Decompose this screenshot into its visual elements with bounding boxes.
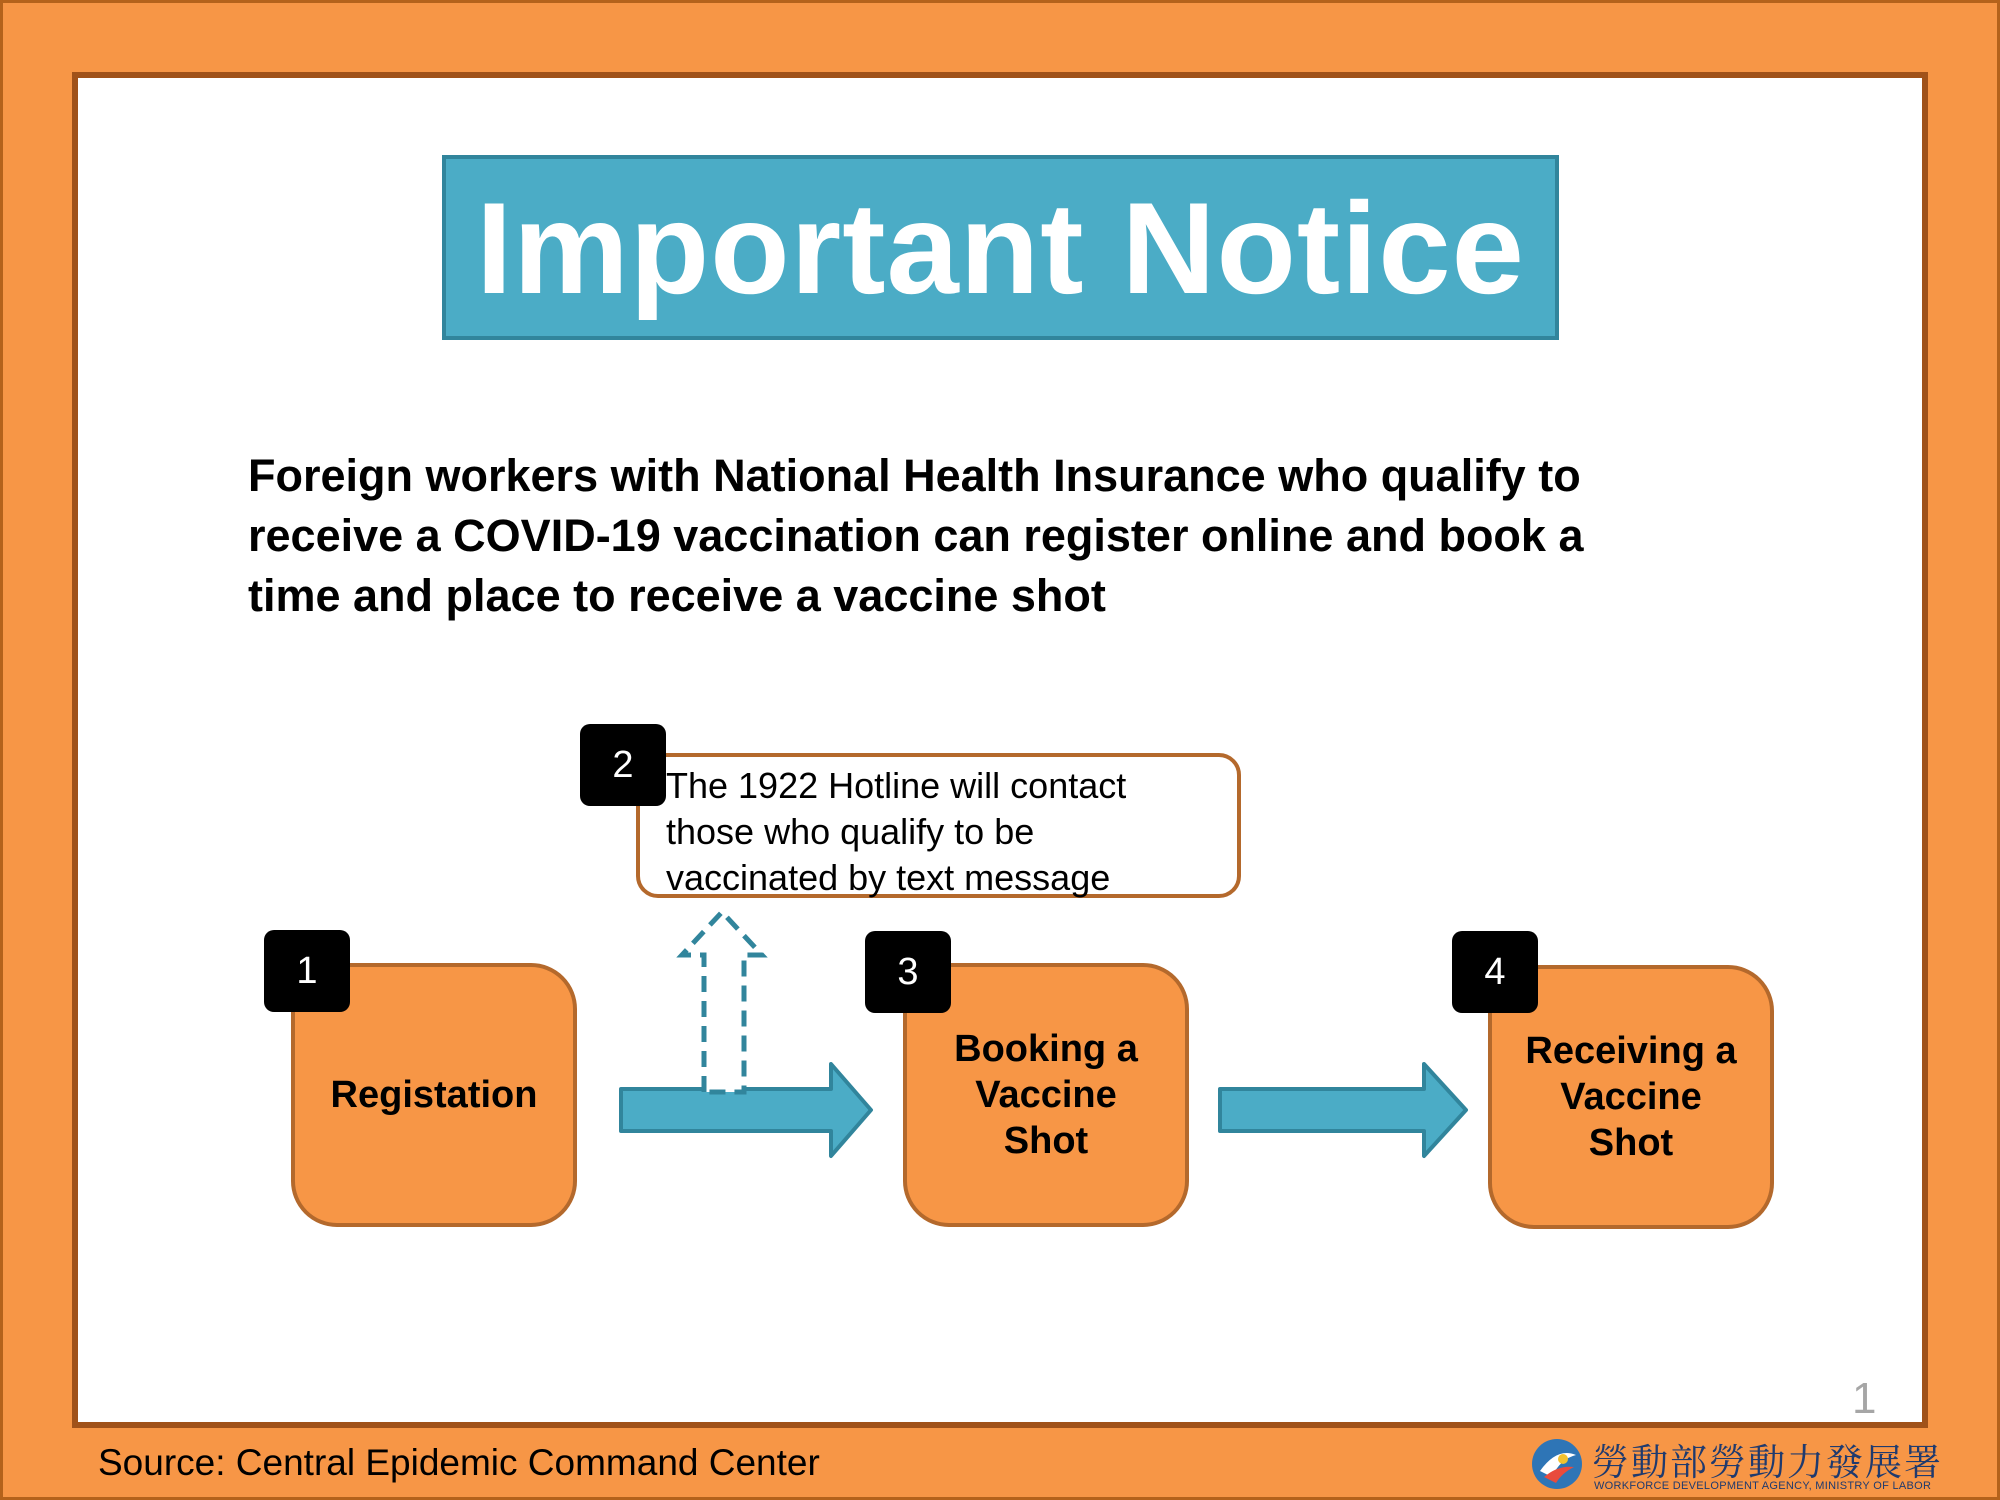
step-4-label-line-3: Shot <box>1588 1122 1674 1164</box>
step-3-badge: 3 <box>865 931 951 1013</box>
step-4-badge: 4 <box>1452 931 1538 1013</box>
step-3-label-line-2: Vaccine <box>975 1074 1117 1116</box>
hotline-note <box>636 753 1241 898</box>
page-number: 1 <box>1852 1374 1877 1423</box>
step-1-label: Registation <box>330 1074 538 1116</box>
dashed-up-arrow <box>682 912 762 1092</box>
hotline-note-line-2: those who qualify to be <box>666 811 1035 852</box>
intro-line-3: time and place to receive a vaccine shot <box>248 570 1106 621</box>
arrow-step3-to-step4 <box>1220 1064 1466 1156</box>
hotline-note-line-3: vaccinated by text message <box>666 857 1111 898</box>
step-1-badge: 1 <box>264 930 350 1012</box>
step-4-label-line-2: Vaccine <box>1560 1076 1702 1118</box>
step-3-label-line-1: Booking a <box>954 1028 1138 1070</box>
intro-line-1: Foreign workers with National Health Insurance who qualify to <box>248 450 1581 501</box>
hotline-note-line-1: The 1922 Hotline will contact <box>666 765 1127 806</box>
agency-logo-icon <box>1530 1437 1584 1491</box>
intro-line-2: receive a COVID-19 vaccination can register online and book a <box>248 510 1584 561</box>
agency-name-english: WORKFORCE DEVELOPMENT AGENCY, MINISTRY OF LABOR <box>1594 1480 1932 1492</box>
source-citation: Source: Central Epidemic Command Center <box>98 1442 820 1483</box>
step-3-label-line-3: Shot <box>1003 1120 1089 1162</box>
arrow-step1-to-step3 <box>621 1064 871 1156</box>
page-title: Important Notice <box>476 174 1525 321</box>
agency-name-chinese: 勞動部勞動力發展署 <box>1592 1442 1943 1483</box>
step-4-label-line-1: Receiving a <box>1525 1030 1737 1072</box>
step-2-badge: 2 <box>580 724 666 806</box>
